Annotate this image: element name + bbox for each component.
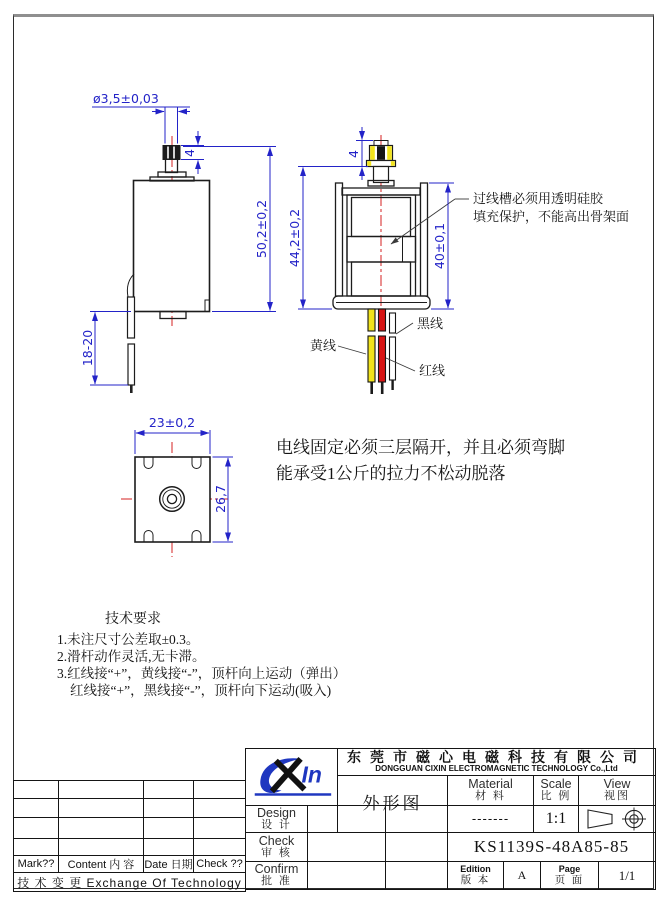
material-header-cell: [447, 775, 534, 806]
logo-cell: [245, 748, 338, 806]
logo-x: [271, 759, 303, 791]
yellow-wire: [368, 309, 375, 394]
svg-text:红线: 红线: [419, 363, 446, 378]
confirm-label-cn: 批 准: [261, 875, 292, 888]
change-header-check: Check ??: [194, 856, 246, 873]
dim-front-body-label: 40±0,1: [432, 222, 447, 270]
drawing-title: 外形图: [362, 794, 423, 814]
change-cell: [194, 781, 246, 799]
company-name-cn: 东莞市磁心电磁科技有限公司: [347, 749, 646, 766]
view-label-cn: 视图: [604, 790, 630, 803]
silicone-note-line2: 填充保护，不能高出骨架面: [473, 209, 630, 224]
change-cell: [194, 818, 246, 839]
change-row-empty: [14, 799, 246, 818]
tech-requirement-item: 2.滑杆动作灵活,无卡滞。: [57, 649, 206, 664]
wire-fixing-note-line2: 能承受1公斤的拉力不松动脱落: [276, 464, 506, 483]
svg-text:黄线: 黄线: [310, 338, 337, 353]
dim-bottom-depth-label: 26,7: [213, 485, 228, 513]
dim-side-tip-label: 4: [182, 149, 197, 157]
change-cell: [59, 839, 144, 856]
edition-label-en: Edition: [460, 864, 491, 875]
tech-requirement-item: 红线接“+”，黑线接“-”，顶杆向下运动(吸入): [70, 683, 332, 698]
design-name-cell: [307, 805, 386, 833]
scale-label-cn: 比 例: [540, 790, 572, 803]
change-cell: [144, 839, 194, 856]
change-cell: [144, 781, 194, 799]
svg-text:黑线: 黑线: [417, 316, 444, 331]
edition-value-cell: [503, 861, 541, 890]
change-header-mark: Mark??: [14, 856, 59, 873]
edition-label-cell: [447, 861, 504, 890]
confirm-date-cell: [385, 861, 448, 890]
page-label-cell: [540, 861, 599, 890]
dim-side-height-label: 50,2±0,2: [254, 199, 269, 259]
projection-symbol: [581, 806, 653, 832]
silicone-note: [391, 191, 629, 244]
material-label-en: Material: [468, 777, 513, 792]
front-left-leg: [336, 183, 343, 296]
change-cell: [144, 799, 194, 818]
confirm-label-en: Confirm: [254, 862, 299, 877]
company-logo: [249, 751, 335, 803]
change-cell: [144, 818, 194, 839]
change-table: [13, 780, 246, 892]
tech-requirements-title: 技术要求: [105, 612, 161, 627]
change-cell: [59, 799, 144, 818]
side-bottom-tab: [160, 312, 186, 319]
dim-front-cap-label: 4: [346, 150, 361, 158]
company-cell: [337, 748, 656, 776]
material-value-cell: [447, 805, 534, 833]
projection-cone-icon: [588, 810, 612, 828]
edition-value: A: [517, 868, 527, 883]
scale-header-cell: [533, 775, 579, 806]
change-header-row: [14, 856, 246, 873]
material-value: -------: [471, 811, 510, 827]
material-label-cn: 材 料: [475, 790, 506, 803]
change-row-empty: [14, 818, 246, 839]
change-cell: [59, 818, 144, 839]
bottom-view: [121, 415, 233, 557]
scale-label-en: Scale: [540, 777, 572, 792]
change-cell: [14, 818, 59, 839]
front-view: [287, 127, 629, 394]
silicone-note-line1: 过线槽必须用透明硅胶: [473, 191, 604, 206]
red-wire: [379, 309, 386, 394]
dim-bottom-width-label: 23±0,2: [148, 415, 196, 430]
dim-side-tip: [181, 131, 204, 174]
change-cell: [194, 799, 246, 818]
company-name-en: DONGGUAN CIXIN ELECTROMAGNETIC TECHNOLOGY Co.,Ltd: [375, 764, 618, 774]
design-date-cell: [385, 805, 448, 833]
dim-side-lead: [80, 312, 131, 386]
page-label-cn: 页 面: [554, 874, 585, 886]
design-label-cn: 设 计: [261, 818, 292, 831]
design-label-en: Design: [257, 805, 296, 820]
bottom-body: [135, 457, 210, 542]
side-view: [80, 91, 276, 393]
wire-fixing-note: [276, 435, 621, 487]
dim-side-diameter: [92, 91, 190, 144]
tech-requirement-item: 3.红线接“+”，黄线接“-”，顶杆向上运动（弹出）: [57, 666, 347, 681]
design-label-cell: [245, 805, 308, 833]
view-symbol-cell: [578, 805, 656, 833]
change-cell: [14, 781, 59, 799]
page-value-cell: [598, 861, 656, 890]
change-row-empty: [14, 781, 246, 799]
check-label-en: Check: [258, 833, 295, 848]
change-row-empty: [14, 839, 246, 856]
dim-side-diameter-label: ø3,5±0,03: [93, 91, 159, 106]
check-label-cell: [245, 832, 308, 862]
scale-value-cell: [533, 805, 579, 833]
front-right-leg: [421, 183, 428, 296]
dim-front-overall-label: 44,2±0,2: [287, 208, 302, 268]
check-date-cell: [385, 832, 448, 862]
page-value: 1/1: [618, 867, 636, 883]
black-wire: [390, 313, 396, 390]
confirm-name-cell: [307, 861, 386, 890]
change-footer-row: [14, 873, 246, 892]
wire-label-yellow: [310, 338, 366, 354]
view-header-cell: [578, 775, 656, 806]
change-cell: [14, 839, 59, 856]
wire-fixing-note-line1: 电线固定必须三层隔开，并且必须弯脚: [276, 438, 565, 457]
check-label-cn: 审 核: [261, 846, 292, 859]
change-cell: [14, 799, 59, 818]
part-number: KS1139S-48A85-85: [473, 837, 630, 857]
side-threaded-tip: [163, 146, 180, 160]
view-label-en: View: [603, 777, 631, 792]
logo-underline: [254, 793, 330, 795]
tech-requirements: [57, 611, 397, 699]
edition-label-cn: 版 本: [460, 874, 491, 886]
change-header-content: Content 内 容: [59, 856, 144, 873]
change-header-date: Date 日期: [144, 856, 194, 873]
logo-text: In: [301, 761, 322, 788]
tech-requirement-item: 1.未注尺寸公差取±0.3。: [57, 632, 200, 647]
scale-value: 1:1: [545, 809, 567, 827]
check-name-cell: [307, 832, 386, 862]
side-body: [134, 181, 210, 312]
change-cell: [59, 781, 144, 799]
page-label-en: Page: [558, 864, 581, 875]
change-cell: [194, 839, 246, 856]
change-footer: 技 术 变 更 Exchange Of Technology: [14, 873, 246, 892]
confirm-label-cell: [245, 861, 308, 890]
wire-label-black: [396, 316, 443, 334]
part-number-cell: [447, 832, 656, 862]
dim-bottom-depth: [213, 457, 234, 542]
dim-side-lead-label: 18-20: [80, 329, 95, 367]
